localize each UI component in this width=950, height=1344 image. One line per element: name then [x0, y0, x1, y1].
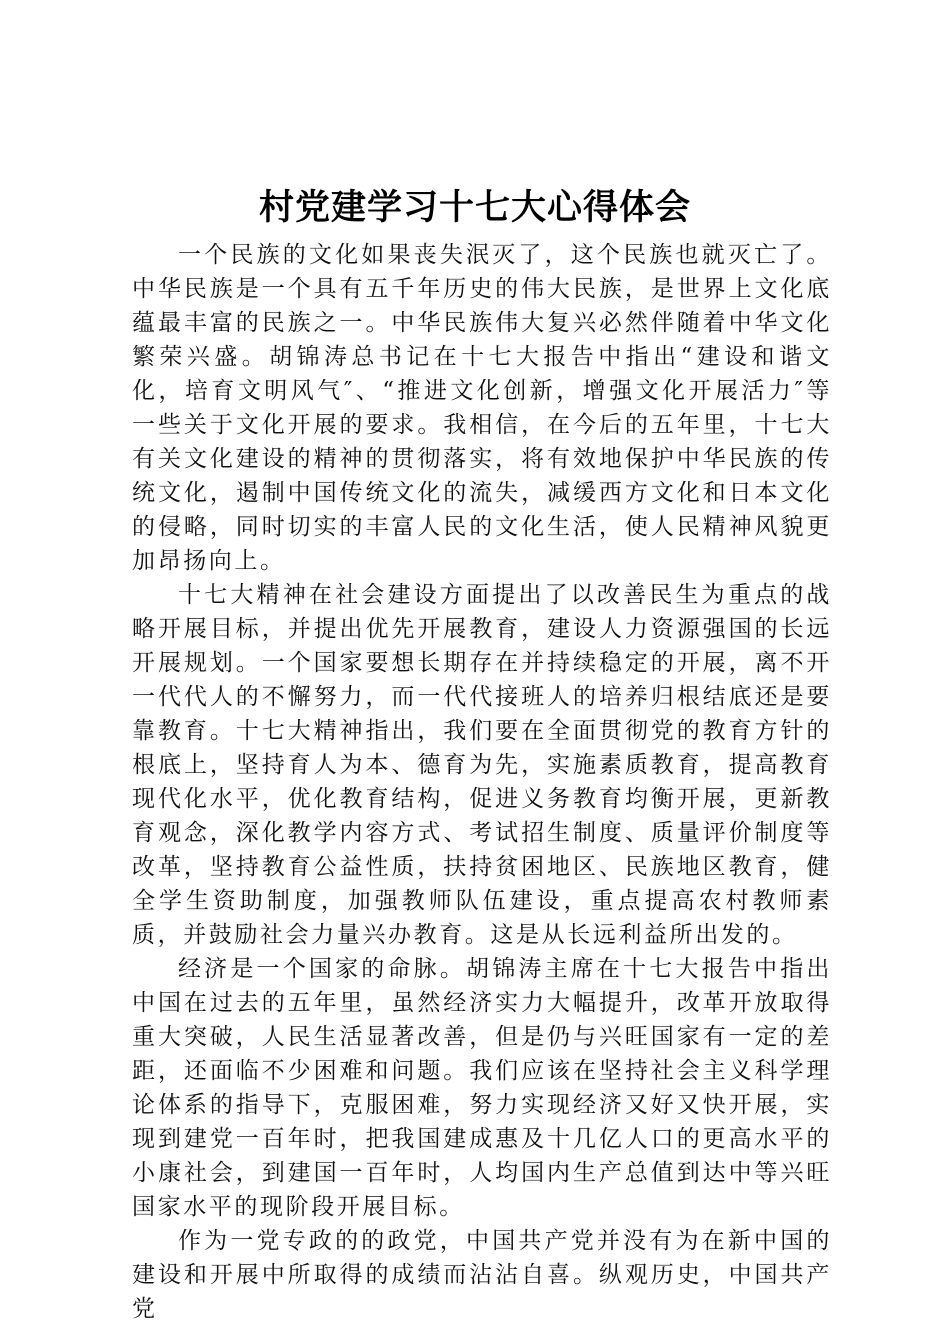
paragraph: 一个民族的文化如果丧失泯灭了，这个民族也就灭亡了。中华民族是一个具有五千年历史的伟大民族，是世界上文化底蕴最丰富的民族之一。中华民族伟大复兴必然伴随着中华文化繁荣兴盛。胡锦涛总书记在十七大报告中指出“建设和谐文化，培育文明风气″、“推进文化创新，增强文化开展活力″等一些关于文化开展的要求。我相信，在今后的五年里，十七大有关文化建设的精神的贯彻落实，将有效地保护中华民族的传统文化，遏制中国传统文化的流失，减缓西方文化和日本文化的侵略，同时切实的丰富人民的文化生活，使人民精神风貌更加昂扬向上。	[132, 242, 832, 574]
paragraph: 经济是一个国家的命脉。胡锦涛主席在十七大报告中指出中国在过去的五年里，虽然经济实力大幅提升，改革开放取得重大突破，人民生活显著改善，但是仍与兴旺国家有一定的差距，还面临不少困难和问题。我们应该在坚持社会主义科学理论体系的指导下，克服困难，努力实现经济又好又快开展，实现到建党一百年时，把我国建成惠及十几亿人口的更高水平的小康社会，到建国一百年时，人均国内生产总值到达中等兴旺国家水平的现阶段开展目标。	[132, 956, 832, 1220]
paragraph: 十七大精神在社会建设方面提出了以改善民生为重点的战略开展目标，并提出优先开展教育，建设人力资源强国的长远开展规划。一个国家要想长期存在并持续稳定的开展，离不开一代代人的不懈努力，而一代代接班人的培养归根结底还是要靠教育。十七大精神指出，我们要在全面贯彻党的教育方针的根底上，坚持育人为本、德育为先，实施素质教育，提高教育现代化水平，优化教育结构，促进义务教育均衡开展，更新教育观念，深化教学内容方式、考试招生制度、质量评价制度等改革，坚持教育公益性质，扶持贫困地区、民族地区教育，健全学生资助制度，加强教师队伍建设，重点提高农村教师素质，并鼓励社会力量兴办教育。这是从长远利益所出发的。	[132, 582, 832, 948]
document-body	[132, 238, 832, 1326]
paragraph: 作为一党专政的的政党，中国共产党并没有为在新中国的建设和开展中所取得的成绩而沾沾自喜。纵观历史，中国共产党	[132, 1228, 832, 1322]
document-title: 村党建学习十七大心得体会	[258, 187, 691, 228]
